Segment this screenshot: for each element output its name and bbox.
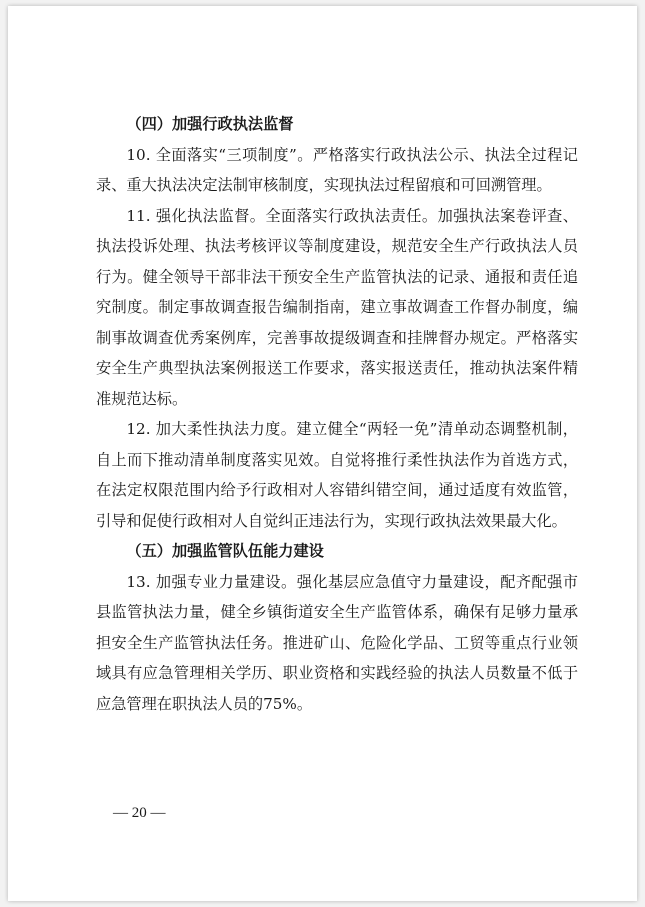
document-body <box>96 109 578 719</box>
section-heading-5: （五）加强监管队伍能力建设 <box>126 542 324 560</box>
paragraph-10: 10. 全面落实“三项制度”。严格落实行政执法公示、执法全过程记录、重大执法决定法制审核制度，实现执法过程留痕和可回溯管理。 <box>96 145 578 194</box>
paragraph-11: 11. 强化执法监督。全面落实行政执法责任。加强执法案卷评查、执法投诉处理、执法考核评议等制度建设，规范安全生产行政执法人员行为。健全领导干部非法干预安全生产监管执法的记录、通报和责任追究制度。制定事故调查报告编制指南，建立事故调查工作督办制度，编制事故调查优秀案例库，完善事故提级调查和挂牌督办规定。严格落实安全生产典型执法案例报送工作要求，落实报送责任，推动执法案件精准规范达标。 <box>96 206 578 408</box>
paragraph-12: 12. 加大柔性执法力度。建立健全“两轻一免”清单动态调整机制，自上而下推动清单制度落实见效。自觉将推行柔性执法作为首选方式，在法定权限范围内给予行政相对人容错纠错空间，通过适度有效监管，引导和促使行政相对人自觉纠正违法行为，实现行政执法效果最大化。 <box>96 420 578 530</box>
document-page <box>8 6 637 901</box>
page-number: — 20 — <box>113 805 166 821</box>
section-heading-4: （四）加强行政执法监督 <box>126 115 294 133</box>
paragraph-13: 13. 加强专业力量建设。强化基层应急值守力量建设，配齐配强市县监管执法力量，健全乡镇街道安全生产监管体系，确保有足够力量承担安全生产监管执法任务。推进矿山、危险化学品、工贸等重点行业领域具有应急管理相关学历、职业资格和实践经验的执法人员数量不低于应急管理在职执法人员的75%。 <box>96 572 578 713</box>
